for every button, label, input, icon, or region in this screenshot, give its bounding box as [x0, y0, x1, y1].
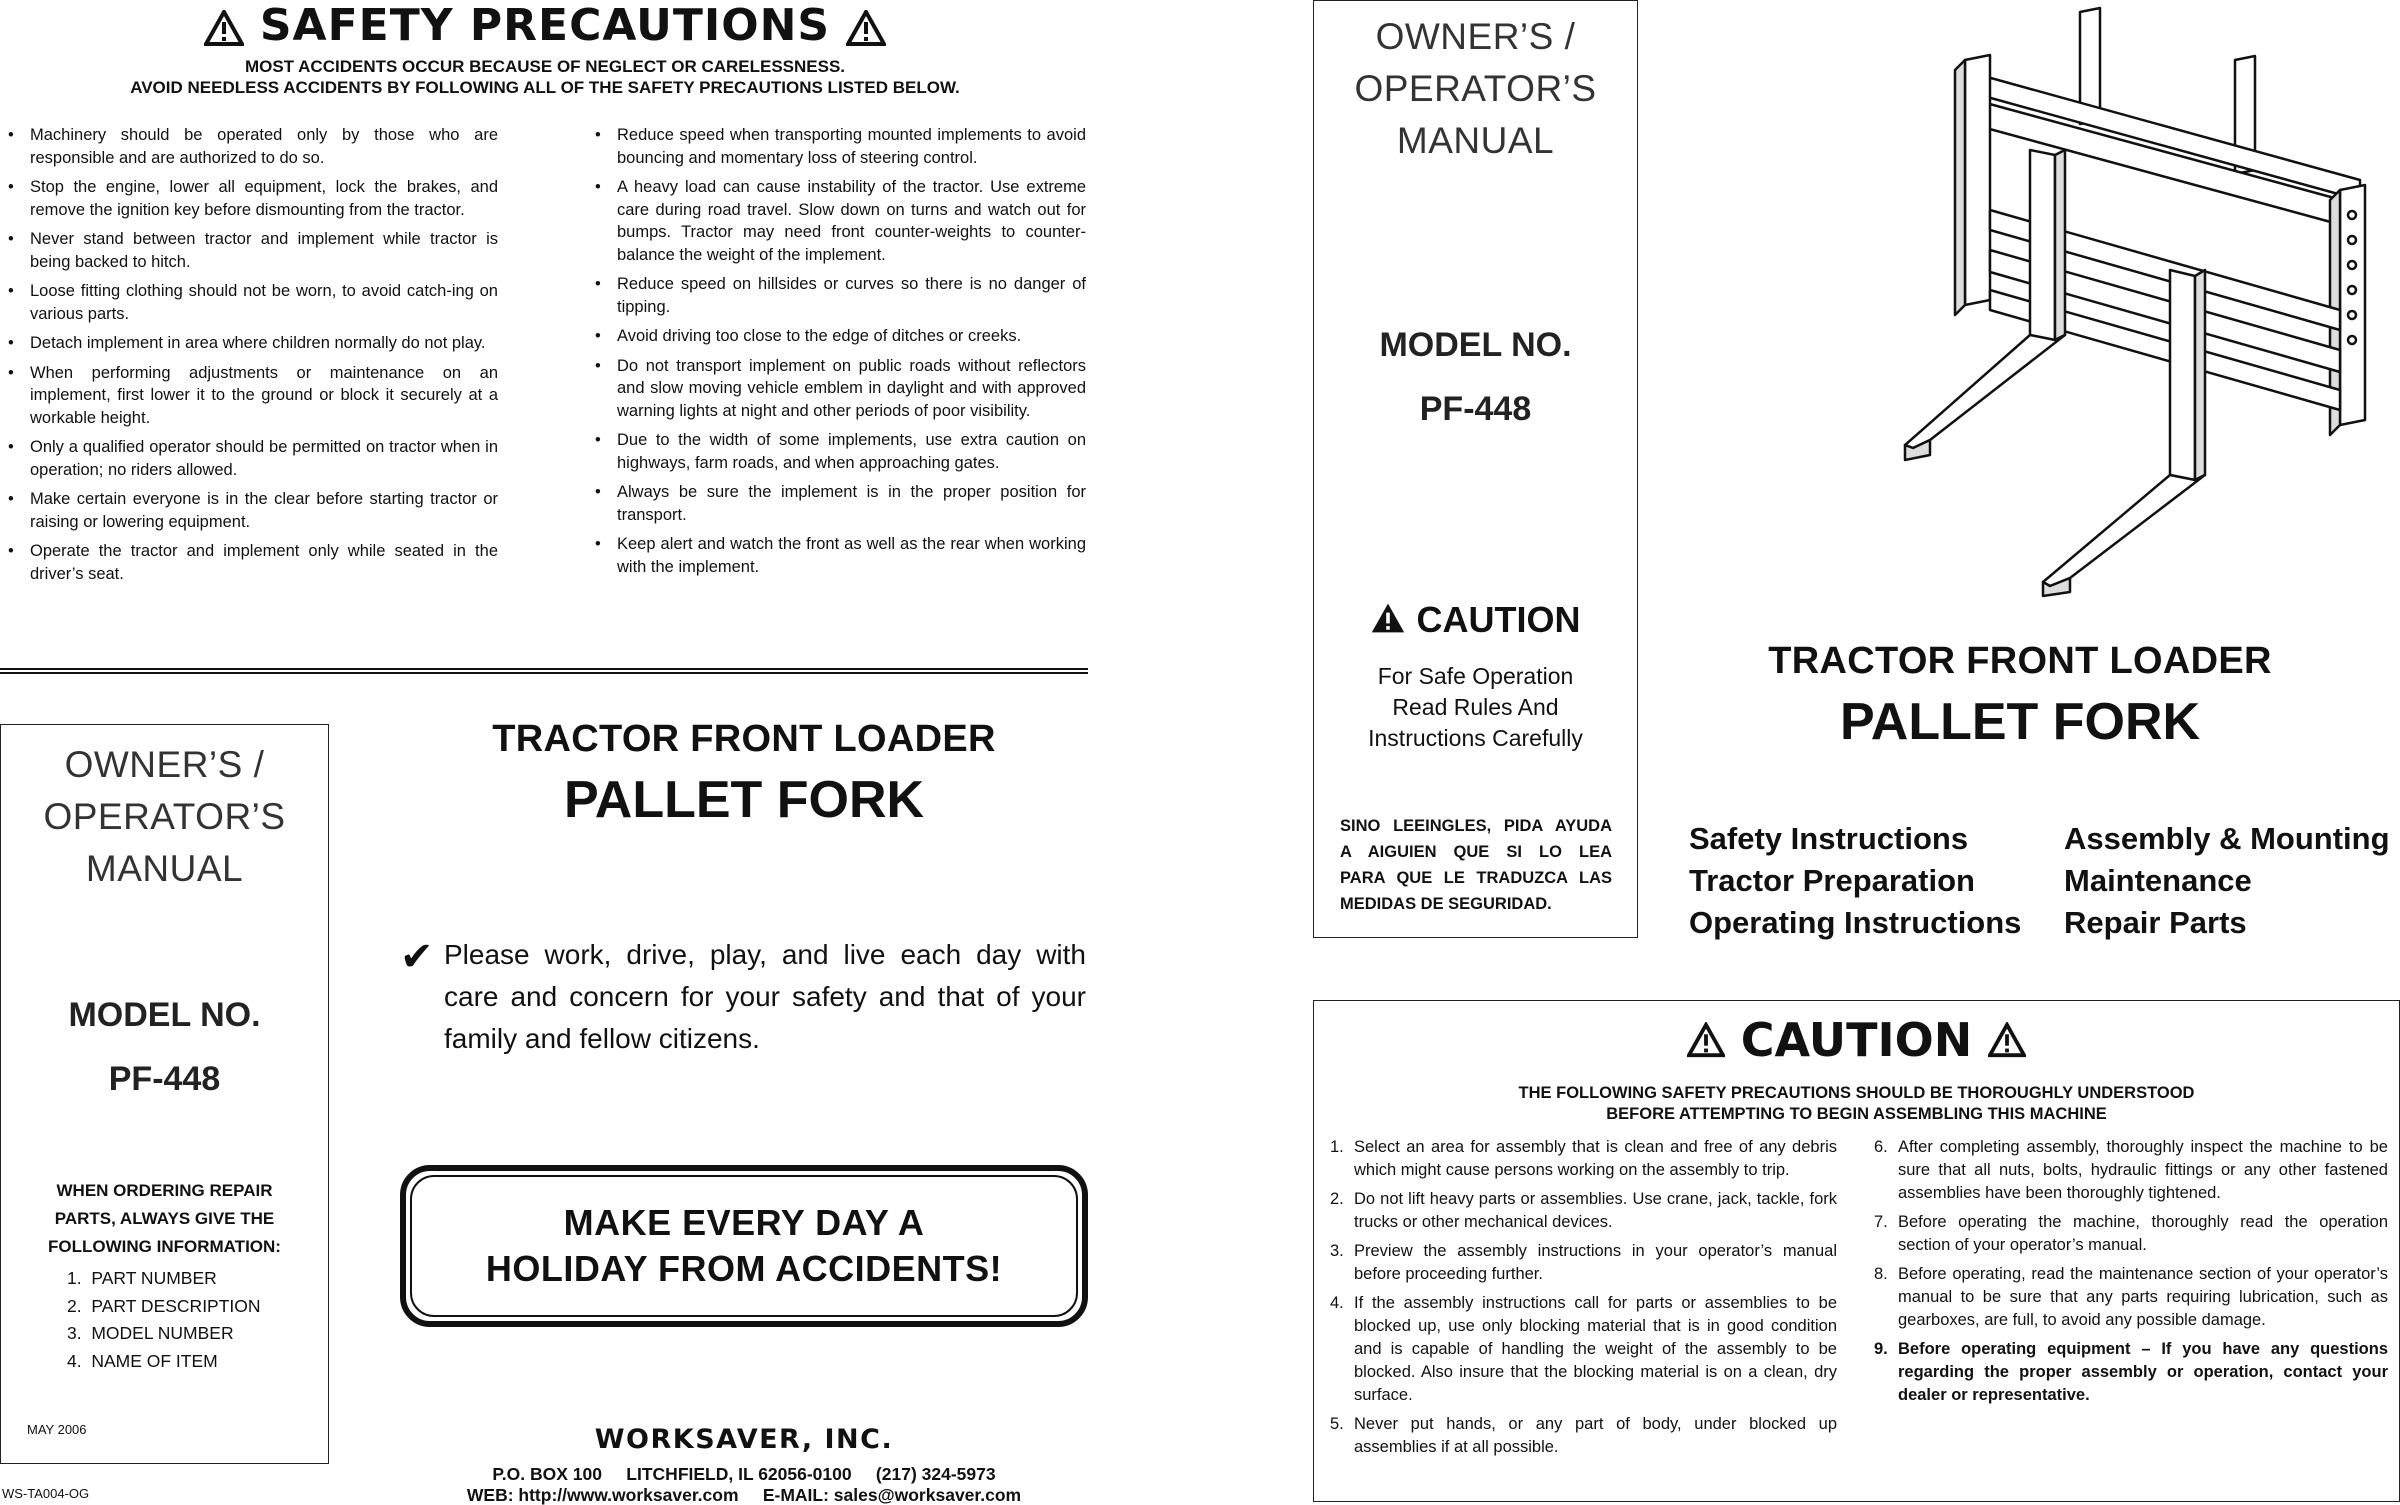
safe-operation-line: For Safe Operation [1377, 663, 1574, 689]
model-value: PF-448 [108, 1060, 221, 1098]
checkmark-icon: ✔ [400, 935, 434, 979]
caution-subtitle-line: THE FOLLOWING SAFETY PRECAUTIONS SHOULD BE THOROUGHLY UNDERSTOOD [1518, 1084, 2195, 1102]
item-number: 6. [1874, 1138, 1888, 1156]
contents-right [2064, 818, 2390, 944]
list-item: • Make certain everyone is in the clear before starting tractor or raising or lowering equipment. [2, 488, 498, 533]
caution-subtitle-line: BEFORE ATTEMPTING TO BEGIN ASSEMBLING THIS MACHINE [1606, 1105, 2107, 1123]
ordering-line: FOLLOWING INFORMATION: [48, 1237, 281, 1256]
list-item: • Only a qualified operator should be permitted on tractor when in operation; no riders allowed. [2, 436, 498, 481]
list-item [1322, 1136, 1837, 1182]
item-text: After completing assembly, thoroughly inspect the machine to be sure that all nuts, bolts, hydraulic fittings or any other fastened assemblies have been thoroughly tightened. [1898, 1138, 2388, 1202]
list-item [1322, 1188, 1837, 1234]
list-item [1322, 1292, 1837, 1407]
model-label: MODEL NO. [1379, 326, 1572, 364]
item-number: 9. [1874, 1340, 1888, 1358]
item-text: Before operating equipment – If you have any questions regarding the proper assembly or operation, contact your dealer or representative. [1898, 1340, 2388, 1404]
caution-subtitle [1314, 1083, 2399, 1125]
list-item: • Never stand between tractor and implement while tractor is being backed to hitch. [2, 228, 498, 273]
order-info-list [67, 1265, 261, 1375]
cover-title-line2: PALLET FORK [1839, 693, 2201, 751]
safety-subtitle [0, 56, 1090, 98]
contents-item: Safety Instructions [1689, 821, 1969, 856]
list-item: 1. PART NUMBER [67, 1268, 217, 1288]
accident-banner-inner [410, 1175, 1078, 1317]
spanish-note-line: MEDIDAS DE SEGURIDAD. [1340, 895, 1552, 913]
contents-item: Assembly & Mounting [2064, 821, 2390, 856]
spanish-note-line: SINO LEEINGLES, PIDA AYUDA [1340, 817, 1612, 835]
spanish-note-line: PARA QUE LE TRADUZCA LAS [1340, 869, 1612, 887]
safe-operation-line: Instructions Carefully [1368, 725, 1583, 751]
safe-operation-line: Read Rules And [1392, 694, 1559, 720]
safety-message: Please work, drive, play, and live each day with care and concern for your safety and that of your family and fellow citizens. [444, 939, 1086, 1054]
list-item: 4. NAME OF ITEM [67, 1350, 218, 1371]
model-value: PF-448 [1419, 390, 1532, 428]
safety-list-left [2, 124, 498, 592]
accident-banner [400, 1165, 1088, 1327]
ordering-line: PARTS, ALWAYS GIVE THE [54, 1209, 275, 1228]
list-item: 3. MODEL NUMBER [67, 1323, 234, 1343]
center-title-line2: PALLET FORK [563, 771, 925, 829]
item-text: Before operating the machine, thoroughly read the operation section of your operator’s manual. [1898, 1213, 2388, 1254]
safety-list-right [589, 124, 1086, 585]
manual-info-box-right [1313, 0, 1638, 938]
warning-icon [1370, 601, 1406, 635]
owner-manual-line: MANUAL [85, 848, 244, 889]
caution-list-left [1322, 1136, 1837, 1465]
publish-date: MAY 2006 [27, 1422, 87, 1437]
list-item: • Reduce speed when transporting mounted implements to avoid bouncing and momentary loss of steering control. [589, 124, 1086, 169]
company-name: WORKSAVER, INC. [594, 1424, 894, 1455]
owner-manual-line: OPERATOR’S [43, 796, 286, 837]
item-text: Never put hands, or any part of body, under blocked up assemblies if at all possible. [1354, 1415, 1837, 1456]
item-text: Select an area for assembly that is clean and free of any debris which might cause persons working on the assembly to trip. [1354, 1138, 1837, 1179]
warning-icon [1988, 1022, 2026, 1058]
safety-title [0, 0, 1090, 51]
item-text: Do not lift heavy parts or assemblies. Use crane, jack, tackle, fork trucks or other mechanical devices. [1354, 1190, 1837, 1231]
list-item: • Detach implement in area where children normally do not play. [2, 332, 498, 355]
list-item: • Avoid driving too close to the edge of ditches or creeks. [589, 325, 1086, 348]
owner-manual-line: OWNER’S / [1375, 16, 1576, 57]
list-item: • Due to the width of some implements, use extra caution on highways, farm roads, and when approaching gates. [589, 429, 1086, 474]
safety-subtitle-line: MOST ACCIDENTS OCCUR BECAUSE OF NEGLECT OR CARELESSNESS. [244, 57, 846, 76]
list-item [1322, 1240, 1837, 1286]
ordering-line: WHEN ORDERING REPAIR [56, 1181, 273, 1200]
list-item [1866, 1338, 2388, 1407]
item-text: If the assembly instructions call for parts or assemblies to be blocked up, use only blocking material that is in good condition and is capable of handling the weight of the assembly to be blocked. Also insure that the blocking material is on a clean, dry surface. [1354, 1294, 1837, 1404]
caution-heading-text: CAUTION [1416, 599, 1581, 640]
model-number [1314, 313, 1637, 441]
center-title-line1: TRACTOR FRONT LOADER [492, 718, 996, 760]
spanish-note [1340, 813, 1612, 917]
list-item: • Keep alert and watch the front as well as the rear when working with the implement. [589, 533, 1086, 578]
item-text: Preview the assembly instructions in your operator’s manual before proceeding further. [1354, 1242, 1837, 1283]
banner-line: MAKE EVERY DAY A [563, 1202, 925, 1243]
list-item: 2. PART DESCRIPTION [67, 1295, 261, 1316]
contents-item: Operating Instructions [1689, 905, 2022, 940]
pallet-fork-illustration [1700, 0, 2400, 600]
list-item: • Stop the engine, lower all equipment, lock the brakes, and remove the ignition key before dismounting from the tractor. [2, 176, 498, 221]
model-label: MODEL NO. [68, 996, 261, 1034]
list-item: • Do not transport implement on public roads without reflectors and slow moving vehicle emblem in daylight and with approved warning lights at night and other periods of poor visibility. [589, 355, 1086, 423]
list-item: • Machinery should be operated only by those who are responsible and are authorized to do so. [2, 124, 498, 169]
list-item [1322, 1413, 1837, 1459]
model-number [1, 983, 328, 1111]
list-item: • Reduce speed on hillsides or curves so there is no danger of tipping. [589, 273, 1086, 318]
order-item-text: NAME OF ITEM [91, 1350, 218, 1371]
safety-subtitle-line: AVOID NEEDLESS ACCIDENTS BY FOLLOWING ALL OF THE SAFETY PRECAUTIONS LISTED BELOW. [130, 78, 960, 97]
list-item: • Always be sure the implement is in the proper position for transport. [589, 481, 1086, 526]
caution-title [1314, 1013, 2399, 1067]
caution-heading [1314, 599, 1637, 641]
assembly-caution-box [1313, 1000, 2400, 1502]
item-number: 3. [1330, 1242, 1344, 1260]
item-number: 1. [1330, 1138, 1344, 1156]
order-item-text: PART DESCRIPTION [91, 1295, 261, 1316]
warning-icon [204, 10, 244, 46]
owner-manual-line: OWNER’S / [64, 744, 265, 785]
safe-operation-note [1314, 661, 1637, 754]
owner-manual-heading [1, 739, 328, 895]
caution-list-right [1866, 1136, 2388, 1413]
cover-title-line1: TRACTOR FRONT LOADER [1768, 640, 2272, 682]
contents-left [1689, 818, 2021, 944]
warning-icon [846, 10, 886, 46]
order-item-text: MODEL NUMBER [91, 1323, 234, 1343]
ordering-instructions [1, 1177, 328, 1261]
owner-manual-heading [1314, 11, 1637, 167]
list-item [1866, 1211, 2388, 1257]
owner-manual-line: MANUAL [1396, 120, 1555, 161]
section-divider [0, 668, 1088, 674]
item-number: 2. [1330, 1190, 1344, 1208]
list-item [1866, 1136, 2388, 1205]
owner-manual-line: OPERATOR’S [1354, 68, 1597, 109]
list-item: • A heavy load can cause instability of the tractor. Use extreme care during road travel. Slow down on turns and watch out for bumps. Tractor may need front counter-weights to counter-balance the weight of the implement. [589, 176, 1086, 266]
item-number: 8. [1874, 1265, 1888, 1283]
item-number: 7. [1874, 1213, 1888, 1231]
banner-line: HOLIDAY FROM ACCIDENTS! [485, 1248, 1003, 1289]
list-item: • Operate the tractor and implement only while seated in the driver’s seat. [2, 540, 498, 585]
caution-title-text: CAUTION [1740, 1013, 1973, 1067]
company-address: P.O. BOX 100 LITCHFIELD, IL 62056-0100 (217) 324-5973 [492, 1464, 996, 1484]
warning-icon [1687, 1022, 1725, 1058]
contents-item: Repair Parts [2064, 905, 2247, 940]
item-number: 4. [1330, 1294, 1344, 1312]
spanish-note-line: A AIGUIEN QUE SI LO LEA [1340, 843, 1612, 861]
list-item: • When performing adjustments or maintenance on an implement, first lower it to the ground or block it securely at a workable height. [2, 362, 498, 430]
item-text: Before operating, read the maintenance section of your operator’s manual to be sure that any parts requiring lubrication, such as gearboxes, are full, to avoid any possible damage. [1898, 1265, 2388, 1329]
safety-title-text: SAFETY PRECAUTIONS [259, 0, 831, 51]
item-number: 5. [1330, 1415, 1344, 1433]
company-web-email: WEB: http://www.worksaver.com E-MAIL: sales@worksaver.com [466, 1485, 1022, 1505]
order-item-text: PART NUMBER [91, 1268, 217, 1288]
list-item [1866, 1263, 2388, 1332]
contents-item: Maintenance [2064, 863, 2252, 898]
manual-info-box-left [0, 724, 329, 1464]
contents-item: Tractor Preparation [1689, 863, 1975, 898]
list-item: • Loose fitting clothing should not be worn, to avoid catch-ing on various parts. [2, 280, 498, 325]
document-code: WS-TA004-OG [2, 1486, 90, 1501]
